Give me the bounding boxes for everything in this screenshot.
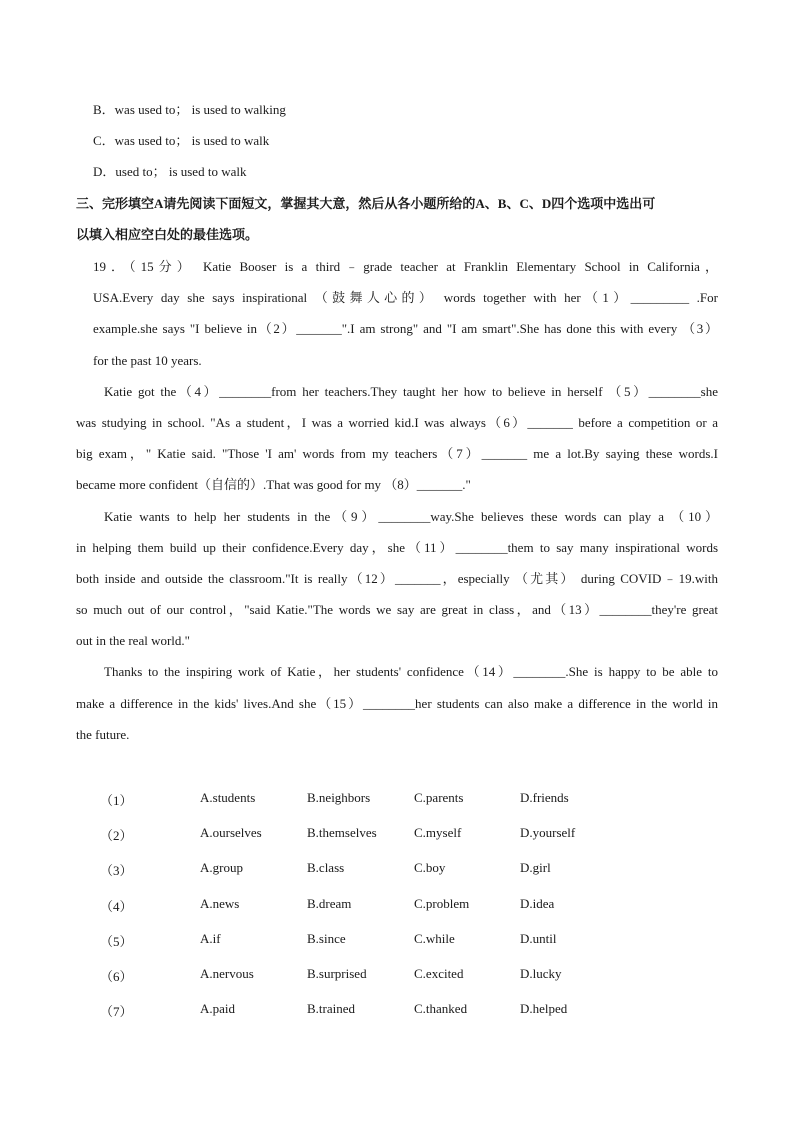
question-number: （4）	[100, 898, 133, 914]
choice-a: A.group	[200, 860, 243, 876]
passage-line: for the past 10 years.	[93, 352, 202, 368]
choice-c: C.thanked	[414, 1001, 468, 1017]
passage-line: both inside and outside the classroom."It is really（12）_______，especially （尤其） during COVID﹣19.with	[76, 570, 718, 586]
choice-row	[100, 790, 660, 825]
passage-line: the future.	[76, 726, 130, 742]
choice-b: B.trained	[307, 1001, 356, 1017]
choice-b: B.since	[307, 930, 346, 946]
choice-b: B.neighbors	[307, 790, 371, 805]
section-title: 三、完形填空A请先阅读下面短文，掌握其大意，然后从各小题所给的A、B、C、D四个选项中选出可	[76, 196, 656, 211]
choice-a: A.paid	[200, 1001, 236, 1017]
choice-c: C.problem	[414, 895, 470, 911]
choice-c: C.excited	[414, 965, 464, 981]
choice-b: B.class	[307, 860, 345, 876]
passage-line: became more confident（自信的）.That was good for my （8）_______."	[76, 477, 471, 493]
choice-row	[100, 1001, 660, 1036]
passage-line: big exam，" Katie said. "Those 'I am' words from my teachers（7）_______ me a lot.By saying these words.I	[76, 446, 718, 462]
choice-row	[100, 931, 660, 966]
choice-b: B.surprised	[307, 965, 367, 981]
passage-line: out in the real world."	[76, 633, 190, 649]
choice-a: A.students	[200, 790, 256, 805]
passage-line: Thanks to the inspiring work of Katie，her students' confidence（14）________.She is happy to be able to	[104, 664, 718, 680]
passage	[76, 259, 718, 758]
choice-c: C.while	[414, 930, 455, 946]
passage-line: in helping them build up their confidence.Every day，she（11）________them to say many inspirational words	[76, 539, 718, 555]
choice-c: C.myself	[414, 825, 462, 841]
option-c: C．was used to； is used to walk	[93, 133, 270, 148]
choice-a: A.nervous	[200, 965, 254, 981]
choices-table	[100, 790, 660, 1036]
section-title-cont: 以填入相应空白处的最佳选项。	[76, 227, 259, 242]
choice-b: B.dream	[307, 895, 352, 911]
choice-row	[100, 860, 660, 895]
choice-d: D.lucky	[520, 965, 562, 981]
choice-c: C.parents	[414, 790, 464, 805]
choice-a: A.if	[200, 930, 221, 946]
question-number: （7）	[100, 1004, 133, 1020]
passage-line: Katie got the（4）________from her teachers.They taught her how to believe in herself （5）________she	[104, 383, 718, 399]
choice-b: B.themselves	[307, 825, 377, 841]
passage-line: 19．（15分） Katie Booser is a third﹣grade teacher at Franklin Elementary School in California，	[93, 259, 718, 274]
passage-line: Katie wants to help her students in the（9）________way.She believes these words can play a （10）	[104, 508, 718, 524]
passage-line: make a difference in the kids' lives.And she（15）________her students can also make a difference in the world in	[76, 695, 718, 711]
choice-d: D.friends	[520, 790, 569, 805]
choice-d: D.until	[520, 930, 557, 946]
passage-line: so much out of our control，"said Katie."The words we say are great in class，and（13）________they're great	[76, 602, 718, 618]
passage-line: USA.Every day she says inspirational （鼓舞人心的） words together with her（1）_________ .For	[93, 290, 718, 306]
passage-line: example.she says "I believe in（2）_______".I am strong" and "I am smart".She has done this with every （3）	[93, 321, 718, 337]
option-d: D．used to； is used to walk	[93, 164, 247, 179]
choice-d: D.girl	[520, 860, 551, 876]
passage-line: was studying in school. "As a student，I was a worried kid.I was always（6）_______ before a competition or a	[76, 414, 718, 430]
choice-a: A.ourselves	[200, 825, 262, 841]
choice-row	[100, 825, 660, 860]
choice-a: A.news	[200, 895, 240, 911]
choice-row	[100, 896, 660, 931]
choice-d: D.idea	[520, 895, 555, 911]
question-number: （5）	[100, 933, 133, 949]
choice-d: D.yourself	[520, 825, 576, 841]
question-number: （2）	[100, 828, 133, 844]
choice-c: C.boy	[414, 860, 446, 876]
choice-row	[100, 966, 660, 1001]
option-b: B．was used to； is used to walking	[93, 102, 286, 117]
question-number: （3）	[100, 863, 133, 879]
question-number: （1）	[100, 793, 133, 808]
question-number: （6）	[100, 968, 133, 984]
choice-d: D.helped	[520, 1001, 568, 1017]
